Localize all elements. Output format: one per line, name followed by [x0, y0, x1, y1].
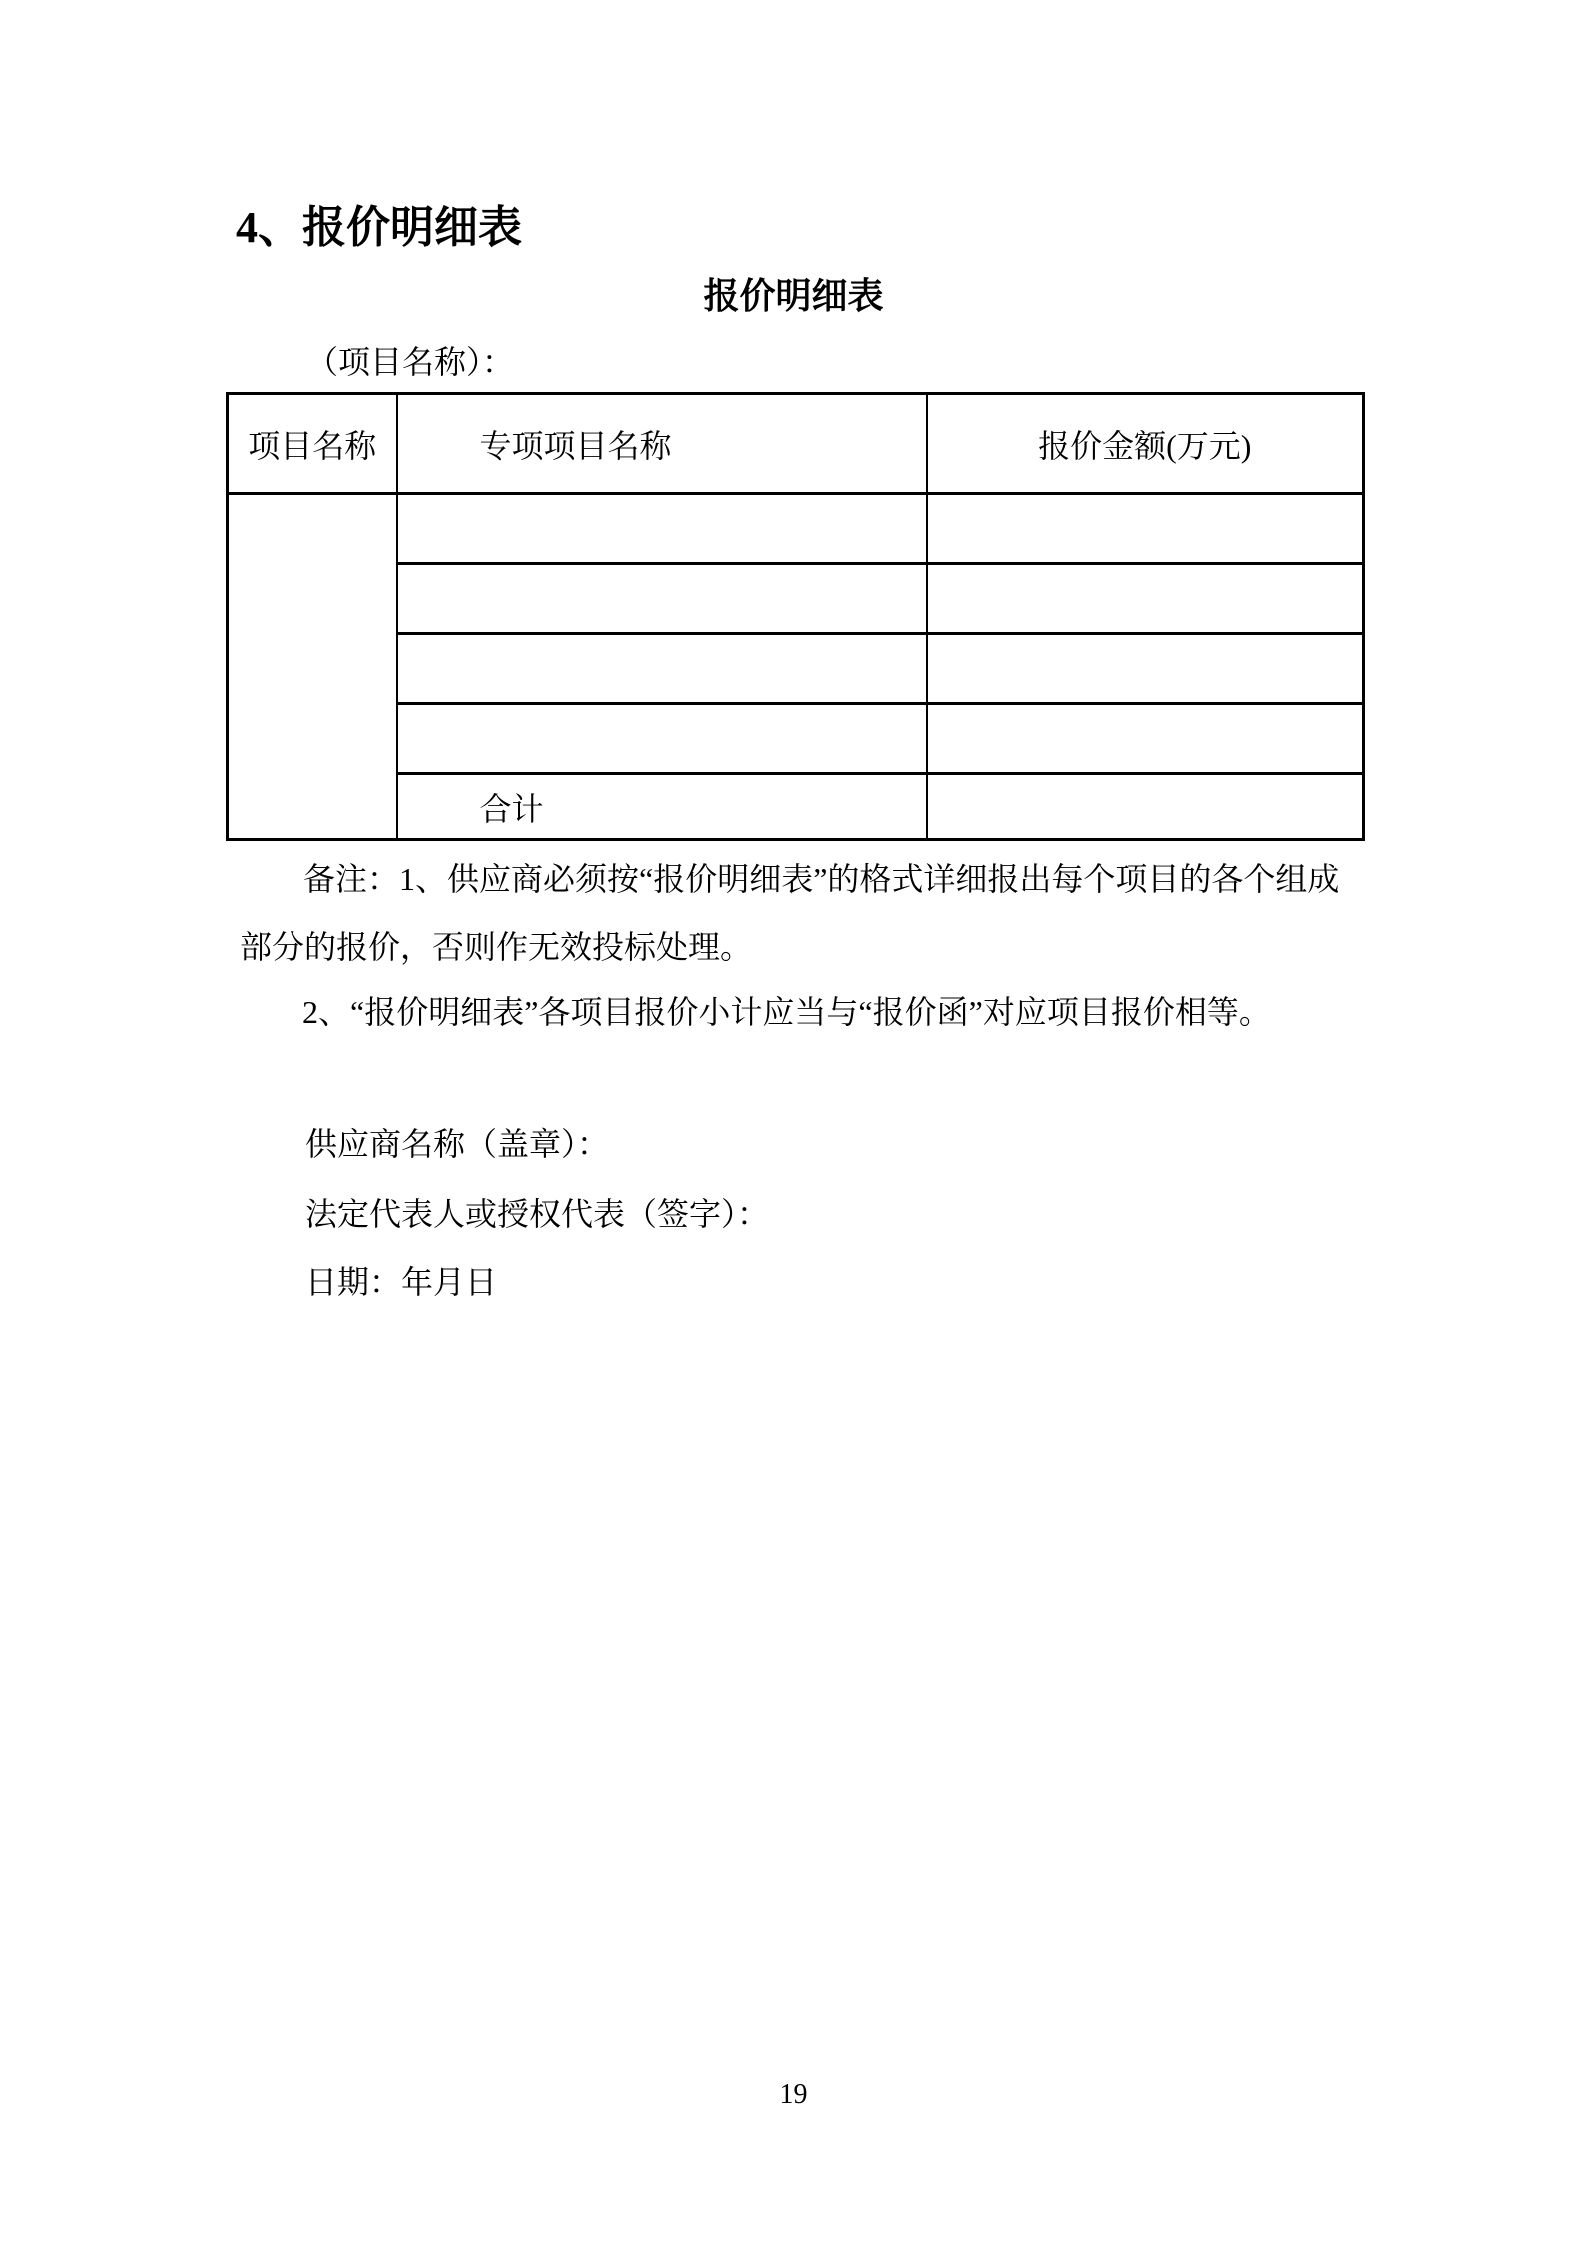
table-row	[228, 564, 1364, 634]
special-project-cell	[397, 494, 927, 564]
special-project-cell	[397, 634, 927, 704]
quote-amount-cell	[927, 564, 1364, 634]
note-line-1: 备注：1、供应商必须按“报价明细表”的格式详细报出每个项目的各个组成	[303, 861, 1340, 897]
quote-amount-cell	[927, 634, 1364, 704]
project-name-cell	[228, 494, 397, 840]
table-header-row	[228, 394, 1364, 494]
quote-amount-cell	[927, 704, 1364, 774]
note-line-2: 部分的报价，否则作无效投标处理。	[240, 929, 753, 965]
table-title: 报价明细表	[703, 276, 884, 316]
supplier-name-label: 供应商名称（盖章）：	[305, 1126, 610, 1162]
special-project-cell	[397, 564, 927, 634]
total-amount-cell	[927, 774, 1364, 840]
table-row	[228, 704, 1364, 774]
project-name-label: （项目名称）：	[306, 344, 515, 380]
legal-representative-label: 法定代表人或授权代表（签字）：	[305, 1196, 770, 1232]
table-row	[228, 634, 1364, 704]
header-special-project-name: 专项项目名称	[397, 394, 927, 494]
section-title: 4、报价明细表	[236, 203, 522, 252]
total-label-cell: 合计	[397, 774, 927, 840]
date-label: 日期：年月日	[305, 1264, 498, 1300]
table-total-row	[228, 774, 1364, 840]
special-project-cell	[397, 704, 927, 774]
header-quote-amount: 报价金额(万元)	[927, 394, 1364, 494]
quote-amount-cell	[927, 494, 1364, 564]
table-row	[228, 494, 1364, 564]
header-project-name: 项目名称	[228, 394, 397, 494]
page-number: 19	[779, 2079, 808, 2110]
quotation-table	[226, 392, 1365, 841]
note-line-3: 2、“报价明细表”各项目报价小计应当与“报价函”对应项目报价相等。	[302, 994, 1271, 1030]
